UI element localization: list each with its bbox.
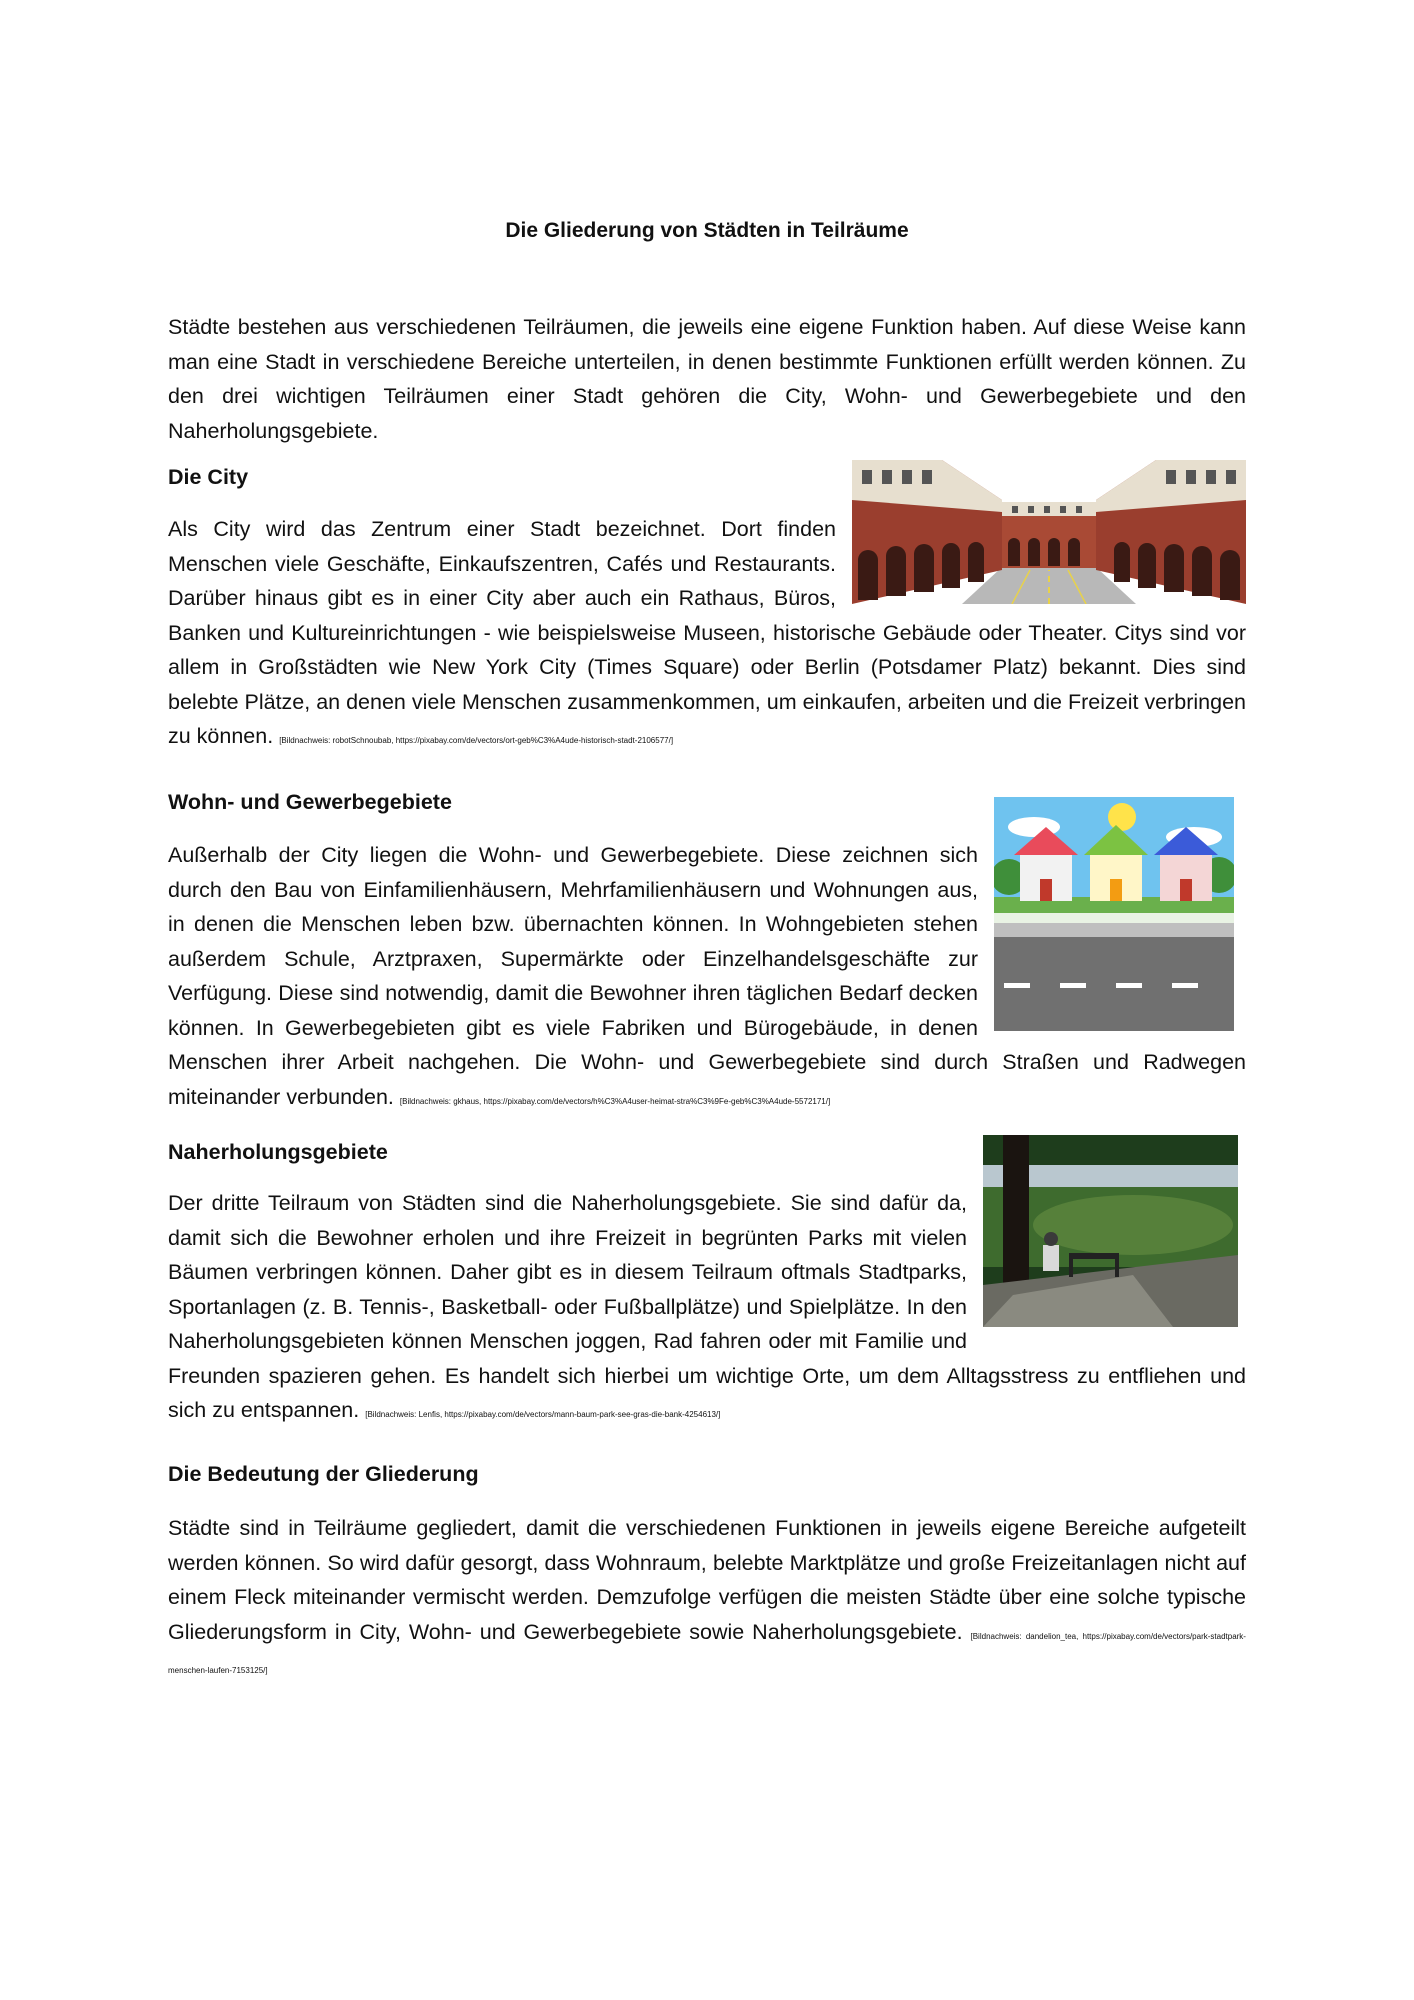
section-heading: Die Bedeutung der Gliederung [168,1462,479,1486]
document-title: Die Gliederung von Städten in Teilräume [505,219,909,242]
section-paragraph: Städte sind in Teilräume gegliedert, damit die verschiedenen Funktionen in jeweils eigene Bereiche aufgeteilt werden können. So wird dafür gesorgt, dass Wohnraum, belebte Marktplätze und große Freizeitanlagen nicht auf einem Fleck miteinander vermischt werden. Demzufolge verfügen die meisten Städte über eine solche typische Gliederungsform in City, Wohn- und Gewerbegebiete sowie Naherholungsgebiete. [Bildnachweis: dandelion_tea, https://pixabay.com/de/vectors/park-stadtpark-menschen-laufen-7153125/] [168,1516,1246,1675]
section-heading: Naherholungsgebiete [168,1140,388,1164]
intro-block [168,310,1246,448]
section-heading: Die City [168,465,249,489]
section-recreation [168,1137,1246,1428]
section-residential [168,787,1246,1114]
park-lake-illustration [983,1135,1238,1327]
intro-paragraph: Städte bestehen aus verschiedenen Teilräumen, die jeweils eine eigene Funktion haben. Auf diese Weise kann man eine Stadt in verschiedene Bereiche unterteilen, in denen bestimmte Funktionen erfüllt werden können. Zu den drei wichtigen Teilräumen einer Stadt gehören die City, Wohn- und Gewerbegebiete und den Naherholungsgebiete. [168,315,1246,443]
section-paragraph: Außerhalb der City liegen die Wohn- und Gewerbegebiete. Diese zeichnen sich durch den Bau von Einfamilienhäusern, Mehrfamilienhäusern und Wohnungen aus, in denen die Menschen leben bzw. übernachten können. In Wohngebieten stehen außerdem Schule, Arztpraxen, Supermärkte oder Einzelhandelsgeschäfte zur Verfügung. Diese sind notwendig, damit die Bewohner ihren täglichen Bedarf decken können. In Gewerbegebieten gibt es viele Fabriken und Bürogebäude, in denen Menschen ihrer Arbeit nachgehen. Die Wohn- und Gewerbegebiete sind durch Straßen und Radwegen miteinander verbunden. [Bildnachweis: gkhaus, https://pixabay.com/de/vectors/h%C3%A4user-heimat-stra%C3%9Fe-geb%C3%A4ude-5572171/] [168,843,1246,1109]
image-credit: [Bildnachweis: robotSchnoubab, https://pixabay.com/de/vectors/ort-geb%C3%A4ude-historisch-stadt-2106577/] [279,736,674,745]
houses-street-illustration [994,797,1234,1031]
section-city [168,462,1246,754]
image-credit: [Bildnachweis: dandelion_tea, https://pixabay.com/de/vectors/park-stadtpark-menschen-laufen-7153125/] [168,1631,1246,1675]
section-paragraph: Der dritte Teilraum von Städten sind die Naherholungsgebiete. Sie sind dafür da, damit sich die Bewohner erholen und ihre Freizeit in begrünten Parks mit vielen Bäumen verbringen können. Daher gibt es in diesem Teilraum oftmals Stadtparks, Sportanlagen (z. B. Tennis-, Basketball- oder Fußballplätze) und Spielplätze. In den Naherholungsgebieten können Menschen joggen, Rad fahren oder mit Familie und Freunden spazieren gehen. Es handelt sich hierbei um wichtige Orte, um dem Alltagsstress zu entfliehen und sich zu entspannen. [Bildnachweis: Lenfis, https://pixabay.com/de/vectors/mann-baum-park-see-gras-die-bank-4254613/] [168,1191,1246,1422]
section-paragraph: Als City wird das Zentrum einer Stadt bezeichnet. Dort finden Menschen viele Geschäfte, Einkaufszentren, Cafés und Restaurants. Darüber hinaus gibt es in einer City aber auch ein Rathaus, Büros, Banken und Kultureinrichtungen - wie beispielsweise Museen, historische Gebäude oder Theater. Citys sind vor allem in Großstädten wie New York City (Times Square) oder Berlin (Potsdamer Platz) bekannt. Dies sind belebte Plätze, an denen viele Menschen zusammenkommen, um einkaufen, arbeiten und die Freizeit verbringen zu können. [Bildnachweis: robotSchnoubab, https://pixabay.com/de/vectors/ort-geb%C3%A4ude-historisch-stadt-2106577/] [168,517,1247,748]
residential-image [994,797,1234,1031]
historic-buildings-illustration [852,460,1246,604]
image-credit: [Bildnachweis: gkhaus, https://pixabay.com/de/vectors/h%C3%A4user-heimat-stra%C3%9Fe-geb%C3%A4ude-5572171/] [399,1096,831,1106]
city-image [852,460,1246,604]
section-heading: Wohn- und Gewerbegebiete [168,790,452,814]
image-credit: [Bildnachweis: Lenfis, https://pixabay.com/de/vectors/mann-baum-park-see-gras-die-bank-4254613/] [365,1410,721,1419]
section-significance [168,1459,1246,1684]
recreation-image [983,1135,1238,1327]
